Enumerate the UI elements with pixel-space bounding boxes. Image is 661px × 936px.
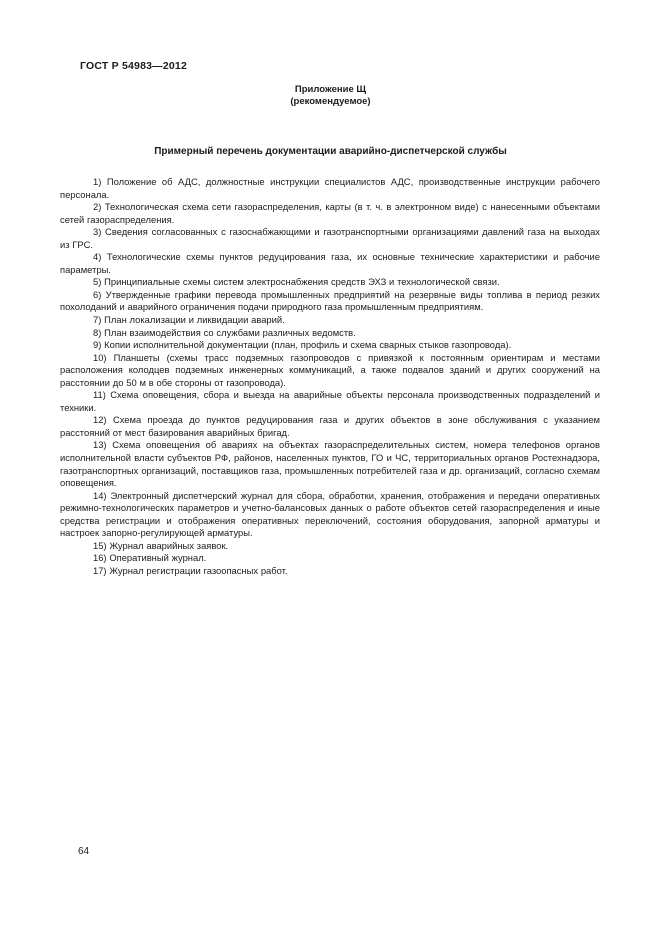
list-item: 4) Технологические схемы пунктов редуцирования газа, их основные технические характеристики и рабочие параметры.	[60, 251, 600, 275]
list-item: 17) Журнал регистрации газоопасных работ.	[93, 564, 288, 576]
list-item: 7) План локализации и ликвидации аварий.	[93, 314, 285, 326]
standard-code: ГОСТ Р 54983—2012	[80, 60, 188, 72]
list-item: 15) Журнал аварийных заявок.	[93, 539, 229, 551]
document-body	[60, 176, 600, 578]
list-item: 10) Планшеты (схемы трасс подземных газопроводов с привязкой к постоянным ориентирам и местами расположения колодцев подземных инженерных коммуникаций, а также подвалов зданий и других сооружений на расстоянии до 50 м в обе стороны от газопровода).	[60, 351, 600, 388]
list-item: 5) Принципиальные схемы систем электроснабжения средств ЭХЗ и технологической связи.	[93, 276, 500, 288]
list-item: 13) Схема оповещения об авариях на объектах газораспределительных систем, номера телефонов органов исполнительной власти субъектов РФ, районов, населенных пунктов, ГО и ЧС, территориальных органов Ростехнадзора, газотранспортных организаций, поставщиков газа, промышленных потребителей газа и др. организаций, согласно схемам оповещения.	[60, 439, 600, 489]
list-item: 11) Схема оповещения, сбора и выезда на аварийные объекты персонала производственных подразделений и техники.	[60, 389, 600, 413]
appendix-heading	[0, 84, 661, 107]
section-title: Примерный перечень документации аварийно-диспетчерской службы	[154, 146, 507, 157]
list-item: 14) Электронный диспетчерский журнал для сбора, обработки, хранения, отображения и передачи оперативных режимно-технологических параметров и учетно-балансовых данных о работе объектов сетей газораспределения и иные средства регистрации и отображения оперативных переключений, состояния оборудования, запорной арматуры и настроек запорно-регулирующей арматуры.	[60, 489, 600, 539]
list-item: 2) Технологическая схема сети газораспределения, карты (в т. ч. в электронном виде) с нанесенными объектами сетей газораспределения.	[60, 201, 600, 225]
appendix-subtitle: (рекомендуемое)	[290, 95, 371, 107]
list-item: 6) Утвержденные графики перевода промышленных предприятий на резервные виды топлива в период резких похолоданий и аварийного ограничения подачи природного газа промышленным предприятиям.	[60, 288, 600, 313]
page-number: 64	[78, 846, 90, 857]
list-item: 16) Оперативный журнал.	[93, 552, 207, 564]
list-item: 8) План взаимодействия со службами различных ведомств.	[93, 326, 356, 338]
list-item: 12) Схема проезда до пунктов редуцирования газа и других объектов в зоне обслуживания с указанием расстояний от мест базирования аварийных бригад.	[60, 414, 600, 438]
appendix-title: Приложение Щ	[294, 84, 367, 95]
list-item: 3) Сведения согласованных с газоснабжающими и газотранспортными организациями давлений газа на выходах из ГРС.	[60, 226, 600, 250]
list-item: 1) Положение об АДС, должностные инструкции специалистов АДС, производственные инструкции рабочего персонала.	[60, 176, 600, 200]
list-item: 9) Копии исполнительной документации (план, профиль и схема сварных стыков газопровода).	[93, 339, 512, 351]
